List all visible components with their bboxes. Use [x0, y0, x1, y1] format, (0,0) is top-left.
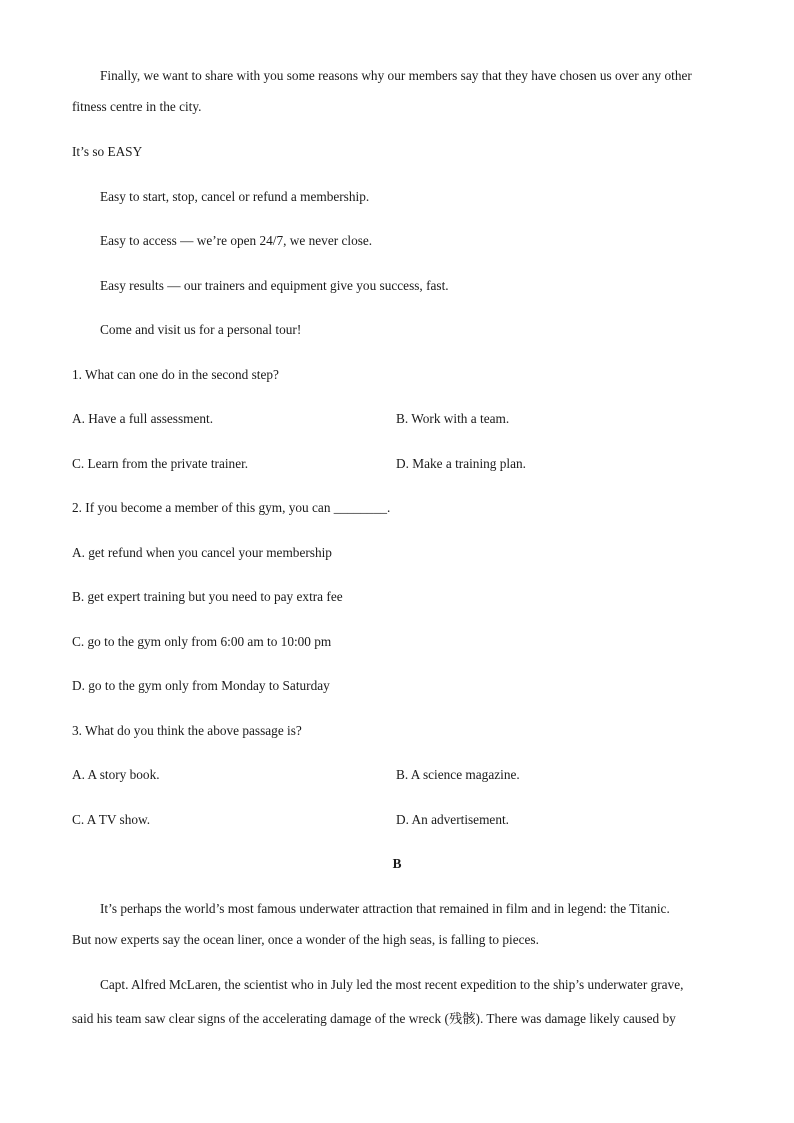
question-2-option-a: A. get refund when you cancel your membership	[72, 545, 332, 560]
question-1-option-b: B. Work with a team.	[396, 411, 510, 426]
passage-b-para1-line1: It’s perhaps the world’s most famous underwater attraction that remained in film and in legend: the Titanic.	[100, 901, 670, 916]
question-1-option-a: A. Have a full assessment.	[72, 411, 214, 426]
question-1-option-d: D. Make a training plan.	[396, 456, 526, 471]
easy-item-access: Easy to access — we’re open 24/7, we never close.	[100, 233, 373, 248]
section-b-heading: B	[392, 856, 402, 871]
easy-item-results: Easy results — our trainers and equipment give you success, fast.	[100, 278, 449, 293]
passage-b-para1-line2: But now experts say the ocean liner, once a wonder of the high seas, is falling to pieces.	[72, 932, 539, 947]
question-1-option-c: C. Learn from the private trainer.	[72, 456, 249, 471]
paragraph-finally-line2: fitness centre in the city.	[72, 99, 202, 114]
question-3-option-d: D. An advertisement.	[396, 812, 509, 827]
passage-b-para2-line1: Capt. Alfred McLaren, the scientist who in July led the most recent expedition to the ship’s underwater grave,	[100, 977, 684, 992]
passage-b-para2-line2: said his team saw clear signs of the accelerating damage of the wreck (残骸). There was damage likely caused by	[72, 1011, 676, 1026]
question-2-option-b: B. get expert training but you need to pay extra fee	[72, 589, 343, 604]
easy-item-start: Easy to start, stop, cancel or refund a membership.	[100, 189, 370, 204]
question-3-option-b: B. A science magazine.	[396, 767, 520, 782]
question-3-option-a: A. A story book.	[72, 767, 160, 782]
question-3-option-c: C. A TV show.	[72, 812, 151, 827]
question-2-stem: 2. If you become a member of this gym, you can ________.	[72, 500, 391, 515]
question-1-stem: 1. What can one do in the second step?	[72, 367, 279, 382]
question-3-stem: 3. What do you think the above passage is?	[72, 723, 302, 738]
easy-heading: It’s so EASY	[72, 144, 143, 159]
question-2-option-d: D. go to the gym only from Monday to Saturday	[72, 678, 330, 693]
paragraph-finally-line1: Finally, we want to share with you some reasons why our members say that they have chosen us over any other	[100, 68, 692, 83]
visit-invitation: Come and visit us for a personal tour!	[100, 322, 302, 337]
question-2-option-c: C. go to the gym only from 6:00 am to 10:00 pm	[72, 634, 332, 649]
